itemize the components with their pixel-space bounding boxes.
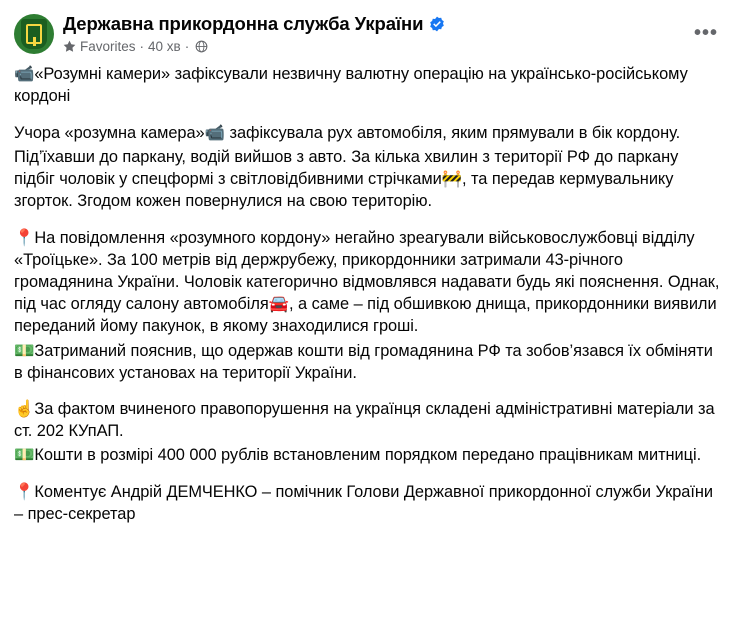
post-paragraph: 💵Затриманий пояснив, що одержав кошти від громадянина РФ та зобов’язався їх обміняти в фінансових установах на території України. [14,341,718,382]
verified-badge-icon [429,16,445,32]
avatar[interactable] [14,14,54,54]
post-paragraph: 💵Кошти в розмірі 400 000 рублів встановленим порядком передано працівникам митниці. [14,446,702,465]
border-guard-emblem-icon [21,19,47,49]
post-paragraph: Під’їхавши до паркану, водій вийшов з авто. За кілька хвилин з території РФ до паркану підбіг чоловік у спецформі з світловідбивними стрічками🚧, та передав кермувальнику згорток. Згодом кожен повернулися на свою територію. [14,147,683,211]
post-timestamp[interactable]: 40 хв [148,39,181,55]
meta-separator-2: · [184,39,190,55]
post-paragraph: 📍Коментує Андрій ДЕМЧЕНКО – помічник Голови Державної прикордонної служби України – прес-секретар [14,482,718,523]
post-options-button[interactable]: ••• [693,21,718,44]
post-paragraph: ☝️За фактом вчиненого правопорушення на українця складені адміністративні матеріали за ст. 202 КУпАП. [14,400,720,441]
page-name-row [63,13,723,35]
star-icon [63,40,76,53]
post-paragraph: 📹«Розумні камери» зафіксували незвичну валютну операцію на українсько-російському кордоні [14,65,693,106]
post-body [14,60,723,525]
meta-separator-1: · [139,39,145,55]
post-paragraph: 📍На повідомлення «розумного кордону» негайно зреагували військовослужбовці відділу «Троїцьке». За 100 метрів від держрубежу, прикордонники затримали 43-річного громадянина України. Чоловік категорично відмовлявся надавати будь які пояснення. Однак, під час огляду салону автомобіля🚘, а саме – під обшивкою днища, прикордонники виявили переданий йому пакунок, в якому знаходилися гроші. [14,228,724,336]
post-header [14,10,723,60]
post-paragraph: Учора «розумна камера»📹 зафіксувала рух автомобіля, яким прямували в бік кордону. [14,123,681,142]
post-meta [63,39,723,54]
post-header-text [63,12,723,54]
favorites-label[interactable]: Favorites [80,39,136,55]
globe-icon[interactable] [195,40,208,53]
page-name[interactable]: Державна прикордонна служба України [63,13,424,34]
